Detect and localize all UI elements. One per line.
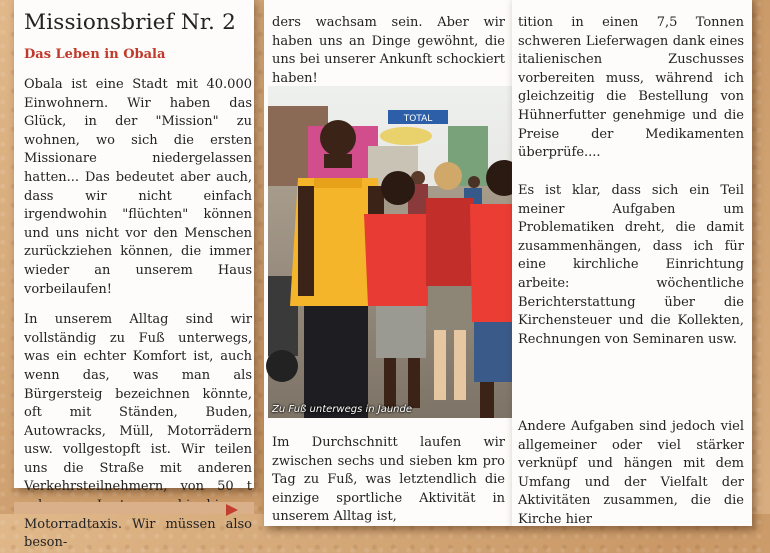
paragraph-lieferwagen: tition in einen 7,5 Tonnen schweren Lieferwagen dank eines italienischen Zuschusses vorbereiten muss, während ich gleichzeitig die Bestellung von Hühnerfutter genehmige und die Preise der Medikamenten überprüfe.... (518, 15, 744, 161)
page-title: Missionsbrief Nr. 2 (24, 10, 236, 35)
next-page-tab[interactable] (14, 502, 254, 514)
total-sign: TOTAL (403, 114, 433, 124)
article-column-1 (14, 0, 254, 551)
paragraph-continuation: ders wachsam sein. Aber wir haben uns an Dinge gewöhnt, die uns bei unserer Ankunft schockiert haben! (272, 15, 505, 86)
paragraph-obala: Obala ist eine Stadt mit 40.000 Einwohnern. Wir haben das Glück, in der "Mission" zu wohnen, wo sich die ersten Missionare niedergelassen hatten... Das bedeutet aber auch, dass wir nicht einfach irgendwohin "flüchten" können und uns nicht vor den Menschen zurückziehen können, die immer wieder an unserem Haus vorbeilaufen! (24, 77, 252, 297)
paragraph-aufgaben: Es ist klar, dass sich ein Teil meiner Aufgaben um Problematiken dreht, die damit zusammenhängen, dass ich für eine kirchliche Einrichtung arbeite: wöchentliche Berichterstattung über die Kirchensteuer und die Kollekten, Rechnungen von Seminaren usw. (518, 183, 744, 347)
paragraph-durchschnitt: Im Durchschnitt laufen wir zwischen sechs und sieben km pro Tag zu Fuß, was letztendlich die einzige sportliche Aktivität in unserem Alltag ist, (272, 435, 505, 525)
photo-caption: Zu Fuß unterwegs in Jaunde (272, 404, 413, 415)
paragraph-andere-aufgaben: Andere Aufgaben sind jedoch viel allgemeiner oder viel stärker verknüpf und hängen mit dem Umfang und der Vielfalt der Aktivitäten zusammen, die die Kirche hier (518, 419, 744, 527)
arrow-right-icon (226, 504, 238, 516)
paragraph-alltag: In unserem Alltag sind wir vollständig zu Fuß unterwegs, was ein echter Komfort ist, auch wenn das, was man als Bürgersteig bezeichnen könnte, oft mit Ständen, Buden, Autowracks, Müll, Motorrädern usw. vollgestopft ist. Wir teilen uns die Straße mit anderen Verkehrsteilnehmern, von 50 t Motorradtaxis. Wir müssen also beson- (24, 312, 252, 551)
section-subtitle: Das Leben in Obala (24, 47, 166, 62)
article-column-3 (512, 0, 752, 526)
